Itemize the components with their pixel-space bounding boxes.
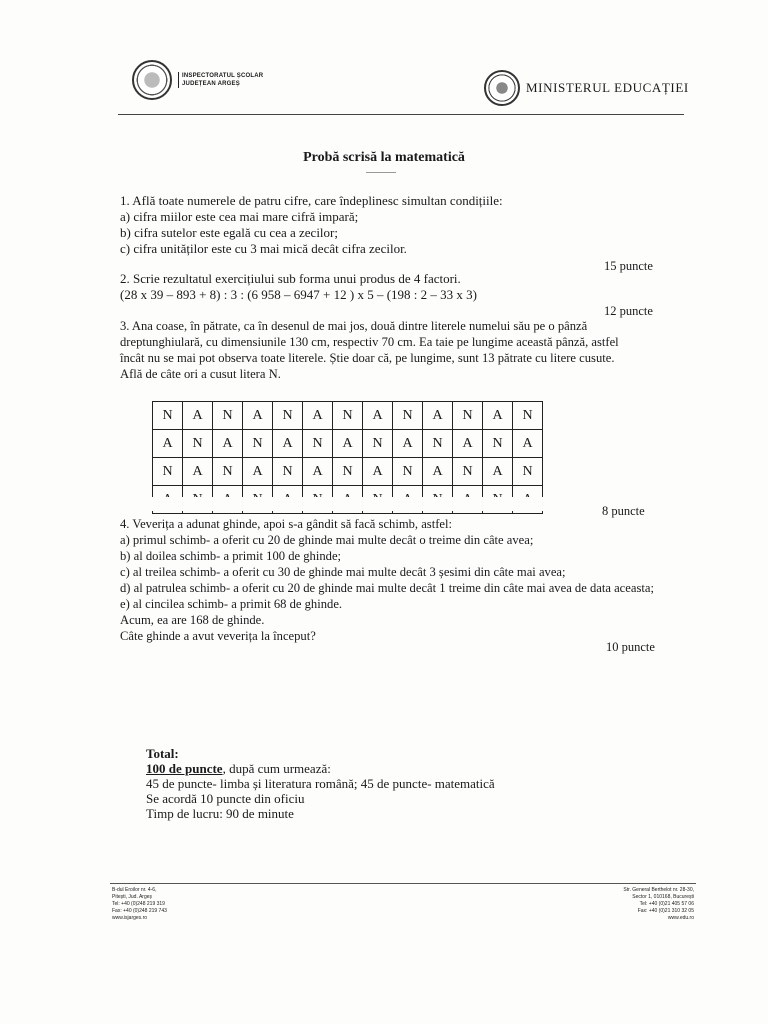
grid-cell: N [393, 402, 423, 430]
q4-points: 10 puncte [606, 640, 655, 654]
grid-row [153, 458, 543, 486]
grid-cell: N [273, 458, 303, 486]
q3-line: 3. Ana coase, în pătrate, ca în desenul de mai jos, două dintre literele numelui său pe o pânză [120, 319, 588, 333]
grid-cell: N [243, 430, 273, 458]
grid-cell: A [363, 402, 393, 430]
grid-cell: N [453, 402, 483, 430]
header-divider [118, 114, 684, 115]
grid-cell: N [423, 430, 453, 458]
q4-line: e) al cincilea schimb- a primit 68 de ghinde. [120, 597, 343, 611]
q1-line: c) cifra unităților este cu 3 mai mică decât cifra zecilor. [120, 241, 407, 256]
question-1 [120, 193, 503, 257]
q2-line: 2. Scrie rezultatul exercițiului sub forma unui produs de 4 factori. [120, 271, 461, 286]
page-title: Probă scrisă la matematică [303, 150, 465, 165]
grid-row [153, 402, 543, 430]
grid-cell: N [303, 430, 333, 458]
grid-cell: A [183, 458, 213, 486]
grid-cell: A [213, 430, 243, 458]
grid-cell: A [243, 458, 273, 486]
grid-cell: N [513, 458, 543, 486]
grid-cell: A [153, 430, 183, 458]
q4-line: b) al doilea schimb- a primit 100 de ghinde; [120, 549, 342, 563]
isj-logo-block [132, 60, 263, 100]
q4-line: 4. Veverița a adunat ghinde, apoi s-a gândit să facă schimb, astfel: [120, 517, 452, 531]
footer-left-address: B-dul Eroilor nr. 4-6, Pitești, Jud. Argeș Tel: +40 (0)248 219 319 Fax: +40 (0)248 219 743 www.isjarges.ro [112, 887, 167, 921]
grid-cell: A [483, 402, 513, 430]
q1-line: a) cifra miilor este cea mai mare cifră impară; [120, 209, 359, 224]
grid-cell: N [363, 430, 393, 458]
grid-cell: N [153, 402, 183, 430]
grid-cell: A [483, 458, 513, 486]
grid-cell: A [393, 430, 423, 458]
grid-cell: N [453, 458, 483, 486]
q4-line: a) primul schimb- a oferit cu 20 de ghinde mai multe decât o treime din câte avea; [120, 533, 534, 547]
grid-cell: N [513, 402, 543, 430]
ministry-name: MINISTERUL EDUCAȚIEI [526, 80, 689, 95]
total-line-1 [146, 761, 495, 776]
grid-cell: N [183, 430, 213, 458]
title-underline [366, 172, 396, 173]
grid-cell: N [213, 402, 243, 430]
q3-line: dreptunghiulară, cu dimensiunile 130 cm, respectiv 70 cm. Ea taie pe lungime această pânză, astfel [120, 335, 619, 349]
total-points: 100 de puncte [146, 761, 223, 776]
total-section [146, 746, 495, 821]
q4-line: Acum, ea are 168 de ghinde. [120, 613, 265, 627]
q2-expression: (28 x 39 – 893 + 8) : 3 : (6 958 – 6947 + 12 ) x 5 – (198 : 2 – 33 x 3) [120, 287, 477, 302]
grid-cell: N [483, 430, 513, 458]
question-2 [120, 271, 477, 303]
total-line-3: Se acordă 10 puncte din oficiu [146, 791, 305, 806]
grid-cell: A [243, 402, 273, 430]
q4-line: c) al treilea schimb- a oferit cu 30 de ghinde mai multe decât 3 șesimi din câte mai avea; [120, 565, 566, 579]
grid-cell: A [423, 458, 453, 486]
ministry-seal-icon [484, 70, 520, 106]
grid-cell: A [183, 402, 213, 430]
total-line-1-rest: , după cum urmează: [222, 761, 331, 776]
grid-row [153, 430, 543, 458]
grid-cell: A [363, 458, 393, 486]
grid-cell: A [333, 430, 363, 458]
grid-cell: N [333, 458, 363, 486]
grid-cell: N [213, 458, 243, 486]
q4-line: d) al patrulea schimb- a oferit cu 20 de ghinde mai multe decât 1 treime din câte mai avea de data aceasta; [120, 581, 654, 595]
q2-points: 12 puncte [604, 304, 653, 318]
grid-cell: N [153, 458, 183, 486]
isj-seal-icon [132, 60, 172, 100]
ministry-logo-block [484, 70, 689, 106]
isj-name: INSPECTORATUL ȘCOLAR JUDEȚEAN ARGEȘ [178, 72, 263, 88]
grid-cell: A [513, 430, 543, 458]
total-heading: Total: [146, 746, 179, 761]
question-3 [120, 318, 619, 382]
grid-cell: A [273, 430, 303, 458]
q3-line: încât nu se mai pot observa toate literele. Știe doar că, pe lungime, sunt 13 pătrate cu litere cusute. [120, 351, 615, 365]
q1-line: 1. Află toate numerele de patru cifre, care îndeplinesc simultan condițiile: [120, 193, 503, 208]
q4-line: Câte ghinde a avut veverița la început? [120, 629, 316, 643]
total-line-4: Timp de lucru: 90 de minute [146, 806, 294, 821]
grid-cell: N [393, 458, 423, 486]
q3-points: 8 puncte [602, 504, 645, 518]
total-line-2: 45 de puncte- limba și literatura română; 45 de puncte- matematică [146, 776, 495, 791]
grid-cell: N [333, 402, 363, 430]
grid-cell: A [303, 402, 333, 430]
grid-cell: A [303, 458, 333, 486]
grid-cut-mask [148, 497, 558, 511]
grid-cell: N [273, 402, 303, 430]
grid-cell: A [453, 430, 483, 458]
q3-line: Află de câte ori a cusut litera N. [120, 367, 281, 381]
footer-right-address: Str. General Berthelot nr. 28-30, Sector 1, 010168, București Tel: +40 (0)21 405 57 06 Fax: +40 (0)21 310 32 05 www.edu.ro [623, 887, 694, 921]
q1-points: 15 puncte [604, 259, 653, 273]
q1-line: b) cifra sutelor este egală cu cea a zecilor; [120, 225, 338, 240]
footer-divider [110, 883, 696, 884]
question-4 [120, 516, 654, 644]
grid-cell: A [423, 402, 453, 430]
